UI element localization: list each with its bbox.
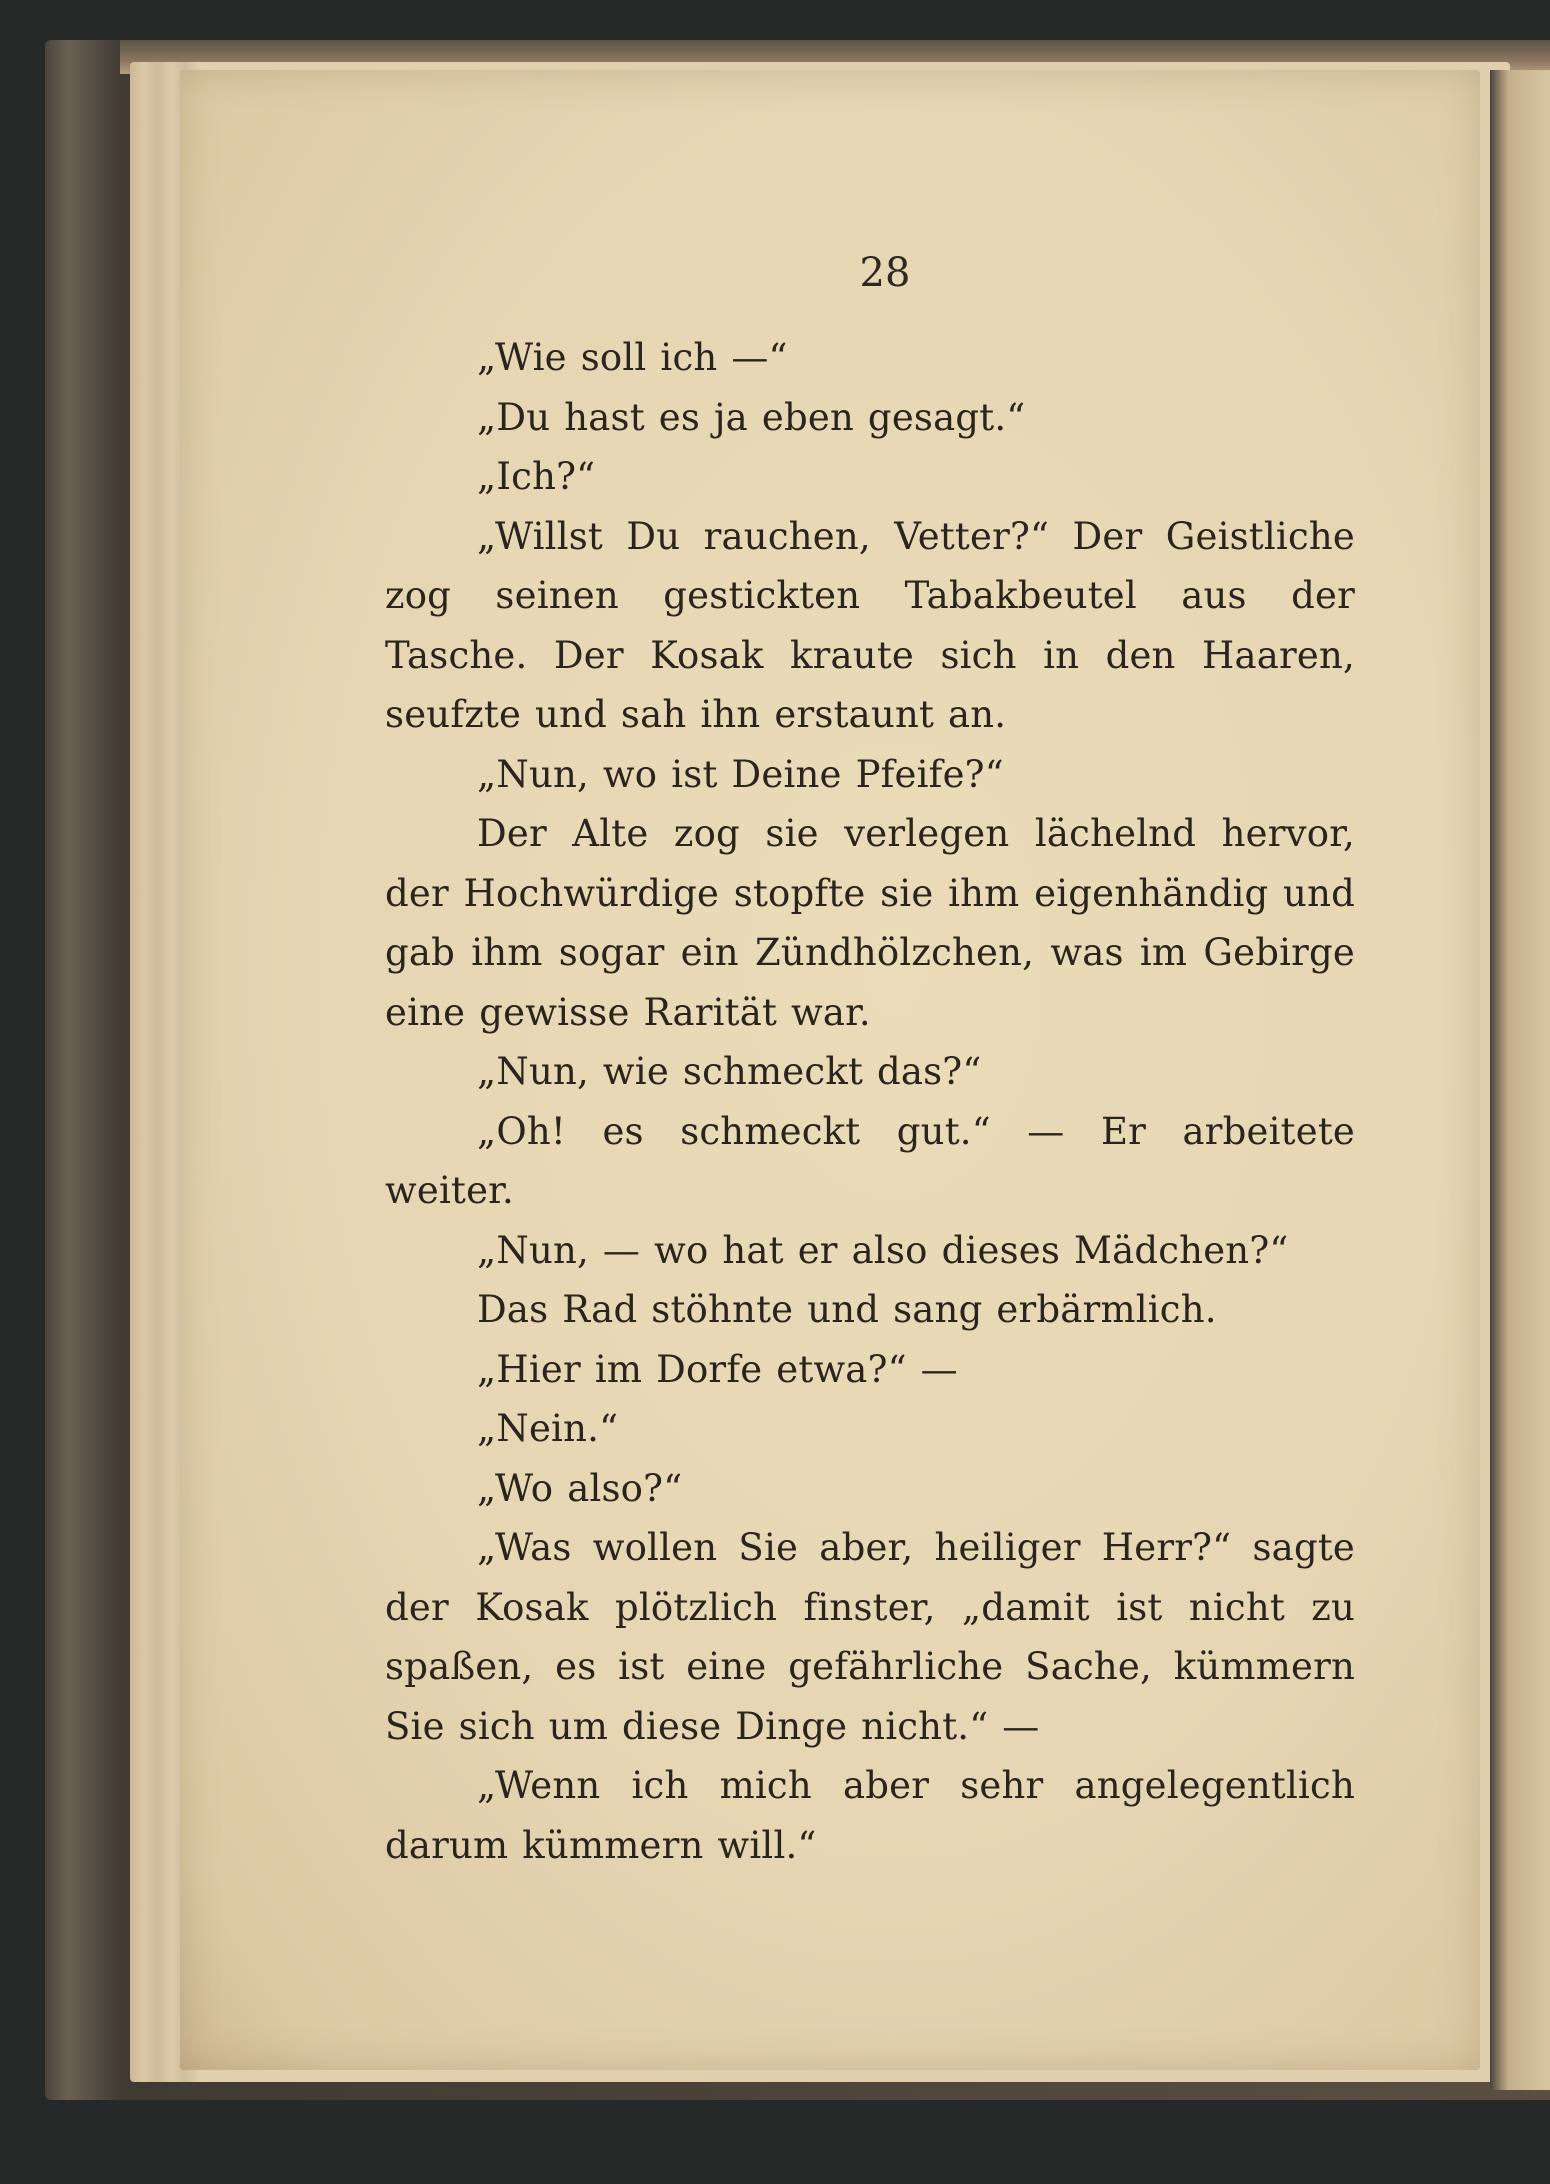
paragraph: „Nun, wo ist Deine Pfeife?“ <box>477 752 1004 796</box>
paragraph: „Wo also?“ <box>477 1466 683 1510</box>
paragraph: „Wie soll ich —“ <box>477 336 788 379</box>
paragraph: „Du hast es ja eben gesagt.“ <box>477 395 1026 439</box>
paragraph: „Nein.“ <box>477 1407 619 1450</box>
paragraph: „Wenn ich mich aber sehr angelegentlich darum kümmern will.“ <box>385 1764 1355 1867</box>
paragraph: „Willst Du rauchen, Vetter?“ Der Geistliche zog seinen gestickten Tabakbeutel aus der Tasche. Der Kosak kraute sich in den Haaren, seufzte und sah ihn erstaunt an. <box>385 514 1355 736</box>
facing-page-edge <box>1490 70 1550 2090</box>
paragraph: „Nun, — wo hat er also dieses Mädchen?“ <box>477 1228 1289 1272</box>
paragraph: „Hier im Dorfe etwa?“ — <box>477 1347 958 1391</box>
paragraph: „Ich?“ <box>477 455 596 498</box>
paragraph: „Nun, wie schmeckt das?“ <box>477 1050 982 1093</box>
paragraph: Das Rad stöhnte und sang erbärmlich. <box>477 1288 1217 1331</box>
body-text <box>385 328 1355 1875</box>
paragraph: „Oh! es schmeckt gut.“ — Er arbeitete weiter. <box>385 1109 1355 1212</box>
page-number: 28 <box>859 250 911 296</box>
paragraph: Der Alte zog sie verlegen lächelnd hervor, der Hochwürdige stopfte sie ihm eigenhändig und gab ihm sogar ein Zündhölzchen, was im Gebirge eine gewisse Rarität war. <box>385 812 1355 1034</box>
paragraph: „Was wollen Sie aber, heiliger Herr?“ sagte der Kosak plötzlich finster, „damit ist nicht zu spaßen, es ist eine gefährliche Sache, kümmern Sie sich um diese Dinge nicht.“ — <box>385 1526 1355 1748</box>
